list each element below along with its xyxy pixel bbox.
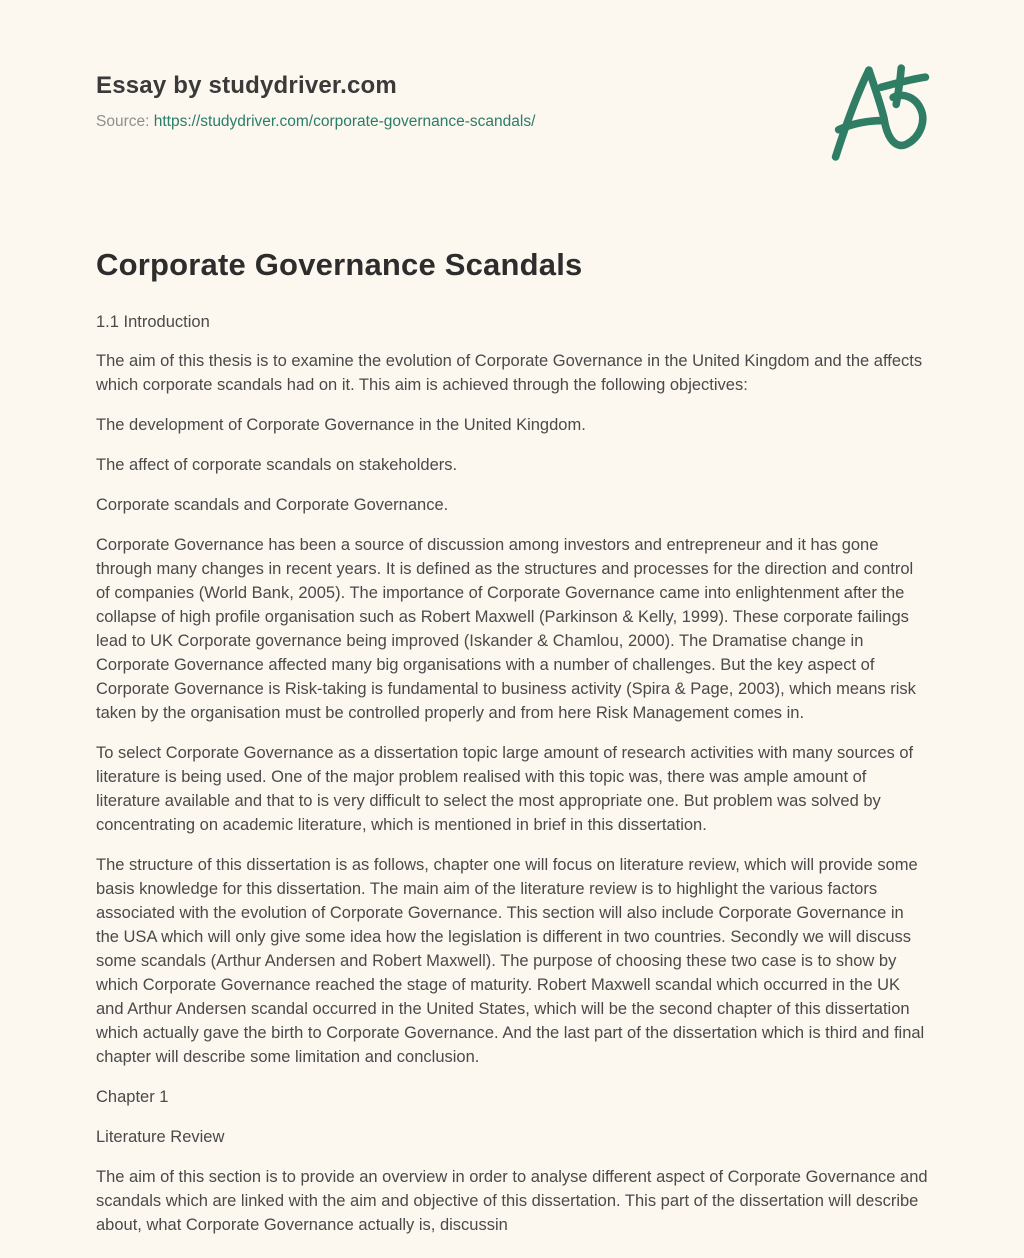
essay-paragraph: Literature Review bbox=[96, 1128, 225, 1146]
essay-paragraph: The development of Corporate Governance in the United Kingdom. bbox=[96, 416, 586, 434]
header-title: Essay by studydriver.com bbox=[96, 72, 397, 99]
essay-title: Corporate Governance Scandals bbox=[96, 247, 583, 282]
source-label: Source: bbox=[96, 113, 154, 130]
document-header bbox=[96, 72, 928, 131]
a-plus-logo-icon bbox=[822, 58, 934, 164]
essay-paragraph: The aim of this section is to provide an overview in order to analyse different aspect of Corporate Governance and scandals which are linked with the aim and objective of this dissertation. This part of the dissertation will describe about, what Corporate Governance actually is, discussin bbox=[96, 1168, 928, 1234]
essay-paragraph: The aim of this thesis is to examine the evolution of Corporate Governance in the United Kingdom and the affects which corporate scandals had on it. This aim is achieved through the following objectives: bbox=[96, 352, 923, 394]
source-link[interactable]: https://studydriver.com/corporate-governance-scandals/ bbox=[153, 113, 536, 130]
essay-paragraph: The structure of this dissertation is as follows, chapter one will focus on literature review, which will provide some basis knowledge for this dissertation. The main aim of the literature review is to highlight the various factors associated with the evolution of Corporate Governance. This section will also include Corporate Governance in the USA which will only give some idea how the legislation is different in two countries. Secondly we will discuss some scandals (Arthur Andersen and Robert Maxwell). The purpose of choosing these two case is to show by which Corporate Governance reached the stage of maturity. Robert Maxwell scandal which occurred in the UK and Arthur Andersen scandal occurred in the United States, which will be the second chapter of this dissertation which actually gave the birth to Corporate Governance. And the last part of the dissertation which is third and final chapter will describe some limitation and conclusion. bbox=[96, 856, 925, 1066]
section-label-introduction: 1.1 Introduction bbox=[96, 313, 210, 331]
essay-paragraph: Corporate Governance has been a source of discussion among investors and entrepreneur and it has gone through many changes in recent years. It is defined as the structures and processes for the direction and control of companies (World Bank, 2005). The importance of Corporate Governance came into enlightenment after the collapse of high profile organisation such as Robert Maxwell (Parkinson & Kelly, 1999). These corporate failings lead to UK Corporate governance being improved (Iskander & Chamlou, 2000). The Dramatise change in Corporate Governance affected many big organisations with a number of challenges. But the key aspect of Corporate Governance is Risk-taking is fundamental to business activity (Spira & Page, 2003), which means risk taken by the organisation must be controlled properly and from here Risk Management comes in. bbox=[96, 536, 916, 722]
essay-paragraph: Chapter 1 bbox=[96, 1088, 169, 1106]
essay-body bbox=[96, 349, 928, 1237]
essay-paragraph: Corporate scandals and Corporate Governance. bbox=[96, 496, 449, 514]
essay-paragraph: The affect of corporate scandals on stakeholders. bbox=[96, 456, 458, 474]
essay-paragraph: To select Corporate Governance as a dissertation topic large amount of research activities with many sources of literature is being used. One of the major problem realised with this topic was, there was ample amount of literature available and that to is very difficult to select the most appropriate one. But problem was solved by concentrating on academic literature, which is mentioned in brief in this dissertation. bbox=[96, 744, 914, 834]
source-line bbox=[96, 113, 928, 131]
essay-content bbox=[96, 247, 928, 1237]
